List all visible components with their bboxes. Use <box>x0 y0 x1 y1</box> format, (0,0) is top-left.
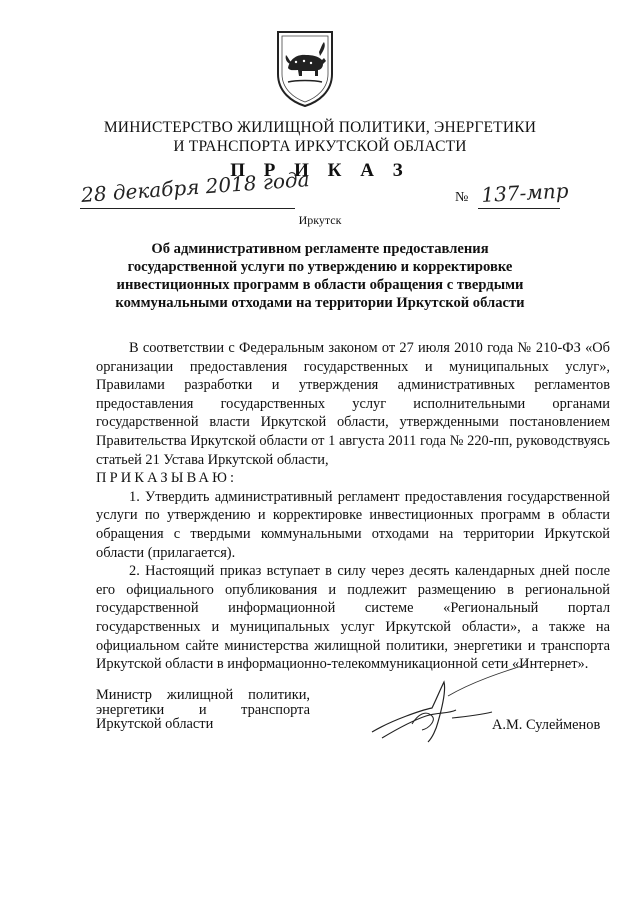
order-item-1: 1. Утвердить административный регламент предоставления государственной услуги по утверждению и корректировке инвестиционных программ в области обращения с твердыми коммунальными отходами на территории Иркутской области (прилагается). <box>96 488 610 561</box>
order-item-2: 2. Настоящий приказ вступает в силу через десять календарных дней после его официального опубликования и подлежит размещению в региональной государственной информационной системе «Региональный портал государственных и муниципальных услуг Иркутской области», а также на официальном сайте министерства жилищной политики, энергетики и транспорта Иркутской области в информационно-телекоммуникационной сети «Интернет». <box>96 563 610 673</box>
signatory-position <box>96 688 310 732</box>
ministry-name-line-1: МИНИСТЕРСТВО ЖИЛИЩНОЙ ПОЛИТИКИ, ЭНЕРГЕТИКИ <box>103 119 537 136</box>
signatory-position-line-3: Иркутской области <box>96 716 214 732</box>
document-type-title: П Р И К А З <box>230 160 410 181</box>
order-keyword: ПРИКАЗЫВАЮ: <box>96 470 238 487</box>
ministry-name-line-2: И ТРАНСПОРТА ИРКУТСКОЙ ОБЛАСТИ <box>173 138 467 155</box>
document-body <box>96 339 610 674</box>
irkutsk-coat-of-arms-emblem <box>274 28 336 108</box>
document-subject: Об административном регламенте предоставления государственной услуги по утверждению и корректировке инвестиционных программ в области обращения с твердыми коммунальными отходами на территории Иркутской области <box>115 241 525 311</box>
number-sign: № <box>455 190 469 205</box>
handwritten-number: 137-мпр <box>480 178 570 207</box>
handwritten-date: 28 декабря 2018 года <box>80 167 311 207</box>
preamble-paragraph: В соответствии с Федеральным законом от 27 июля 2010 года № 210-ФЗ «Об организации предоставления государственных и муниципальных услуг», Правилами разработки и утверждения административных регламентов предоставления государственных услуг исполнительными органами государственной власти Иркутской области, утвержденными постановлением Правительства Иркутской области от 1 августа 2011 года № 220-пп, руководствуясь статьей 21 Устава Иркутской области, <box>96 340 610 468</box>
signatory-position-line-2: энергетики и транспорта <box>96 701 310 718</box>
signatory-position-line-1: Министр жилищной политики, <box>96 687 310 703</box>
city-name: Иркутск <box>298 213 342 227</box>
handwritten-signature <box>352 660 552 760</box>
signatory-name: А.М. Сулейменов <box>492 717 601 733</box>
